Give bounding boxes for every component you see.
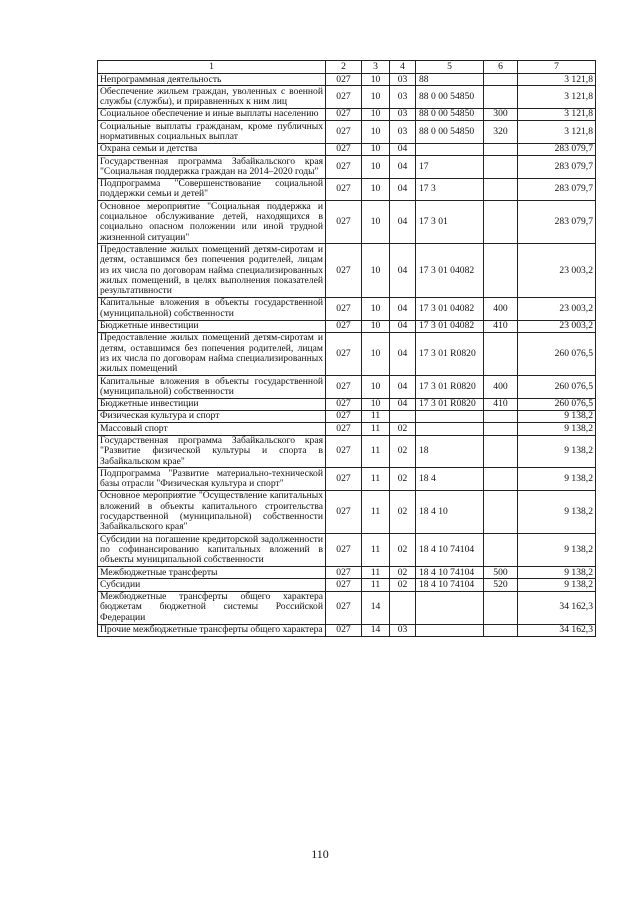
row-target-code: 18 4	[416, 468, 484, 491]
table-row	[98, 490, 596, 533]
row-section-code: 10	[362, 86, 390, 109]
row-target-code: 17	[416, 156, 484, 179]
row-name: Субсидии	[98, 579, 326, 591]
table-row	[98, 376, 596, 399]
table-row	[98, 86, 596, 109]
row-amount: 9 138,2	[518, 534, 596, 567]
row-amount: 3 121,8	[518, 86, 596, 109]
header-col-5: 5	[416, 61, 484, 74]
row-expense-type: 400	[484, 297, 518, 320]
row-ministry-code: 027	[326, 579, 362, 591]
row-section-code: 14	[362, 624, 390, 636]
row-section-code: 10	[362, 332, 390, 375]
table-row	[98, 156, 596, 179]
row-amount: 23 003,2	[518, 297, 596, 320]
table-row	[98, 435, 596, 468]
table-row	[98, 567, 596, 579]
row-subsection-code: 04	[390, 244, 416, 297]
row-name: Бюджетные инвестиции	[98, 320, 326, 332]
row-amount: 9 138,2	[518, 490, 596, 533]
table-row	[98, 74, 596, 86]
header-row	[98, 61, 596, 74]
row-subsection-code: 02	[390, 435, 416, 468]
row-target-code: 18 4 10	[416, 490, 484, 533]
row-ministry-code: 027	[326, 108, 362, 120]
table-row	[98, 332, 596, 375]
row-section-code: 10	[362, 143, 390, 155]
row-amount: 283 079,7	[518, 178, 596, 201]
row-ministry-code: 027	[326, 624, 362, 636]
row-subsection-code: 02	[390, 468, 416, 491]
row-ministry-code: 027	[326, 244, 362, 297]
row-section-code: 10	[362, 244, 390, 297]
row-target-code: 17 3 01 04082	[416, 244, 484, 297]
row-target-code: 17 3 01 04082	[416, 320, 484, 332]
row-subsection-code: 04	[390, 201, 416, 244]
row-amount: 34 162,3	[518, 624, 596, 636]
row-expense-type: 410	[484, 398, 518, 410]
row-subsection-code: 04	[390, 398, 416, 410]
row-target-code: 17 3 01 R0820	[416, 376, 484, 399]
row-subsection-code: 04	[390, 297, 416, 320]
row-section-code: 11	[362, 534, 390, 567]
row-ministry-code: 027	[326, 567, 362, 579]
row-target-code: 17 3 01 R0820	[416, 398, 484, 410]
row-target-code: 18 4 10 74104	[416, 579, 484, 591]
row-ministry-code: 027	[326, 297, 362, 320]
row-section-code: 11	[362, 410, 390, 422]
row-name: Субсидии на погашение кредиторской задолженности по софинансированию капитальных вложений в объекты муниципальной собственности	[98, 534, 326, 567]
row-name: Прочие межбюджетные трансферты общего характера	[98, 624, 326, 636]
row-name: Основное мероприятие "Социальная поддержка и социальное обслуживание детей, находящихся в социально опасном положении или иной трудной жизненной ситуации"	[98, 201, 326, 244]
table-row	[98, 178, 596, 201]
row-amount: 3 121,8	[518, 108, 596, 120]
row-subsection-code	[390, 410, 416, 422]
table-row	[98, 534, 596, 567]
row-section-code: 10	[362, 320, 390, 332]
header-col-7: 7	[518, 61, 596, 74]
row-name: Капитальные вложения в объекты государственной (муниципальной) собственности	[98, 297, 326, 320]
row-amount: 34 162,3	[518, 591, 596, 624]
table-row	[98, 579, 596, 591]
row-name: Физическая культура и спорт	[98, 410, 326, 422]
table-row	[98, 108, 596, 120]
row-ministry-code: 027	[326, 591, 362, 624]
row-target-code: 18 4 10 74104	[416, 534, 484, 567]
table-row	[98, 244, 596, 297]
table-row	[98, 297, 596, 320]
row-name: Предоставление жилых помещений детям-сиротам и детям, оставшимся без попечения родителей, лицам из их числа по договорам найма специализированных жилых помещений, в целях выполнения показателей результативности	[98, 244, 326, 297]
row-expense-type	[484, 332, 518, 375]
row-section-code: 10	[362, 297, 390, 320]
row-target-code: 18 4 10 74104	[416, 567, 484, 579]
table-row	[98, 410, 596, 422]
row-name: Капитальные вложения в объекты государственной (муниципальной) собственности	[98, 376, 326, 399]
table-row	[98, 591, 596, 624]
row-expense-type: 520	[484, 579, 518, 591]
row-ministry-code: 027	[326, 86, 362, 109]
row-expense-type	[484, 201, 518, 244]
row-ministry-code: 027	[326, 423, 362, 435]
row-amount: 3 121,8	[518, 121, 596, 144]
row-amount: 283 079,7	[518, 143, 596, 155]
row-expense-type	[484, 410, 518, 422]
row-section-code: 10	[362, 398, 390, 410]
header-col-2: 2	[326, 61, 362, 74]
row-section-code: 10	[362, 201, 390, 244]
row-section-code: 10	[362, 178, 390, 201]
row-name: Межбюджетные трансферты	[98, 567, 326, 579]
row-subsection-code: 02	[390, 534, 416, 567]
table-row	[98, 201, 596, 244]
row-target-code: 88	[416, 74, 484, 86]
row-target-code	[416, 624, 484, 636]
row-subsection-code: 04	[390, 376, 416, 399]
row-amount: 260 076,5	[518, 398, 596, 410]
row-expense-type	[484, 86, 518, 109]
budget-table	[97, 60, 596, 637]
row-section-code: 14	[362, 591, 390, 624]
row-subsection-code: 04	[390, 178, 416, 201]
row-expense-type: 400	[484, 376, 518, 399]
row-section-code: 11	[362, 579, 390, 591]
row-ministry-code: 027	[326, 534, 362, 567]
row-ministry-code: 027	[326, 143, 362, 155]
row-name: Подпрограмма "Развитие материально-технической базы отрасли "Физическая культура и спорт"	[98, 468, 326, 491]
row-name: Подпрограмма "Совершенствование социальной поддержки семьи и детей"	[98, 178, 326, 201]
row-section-code: 11	[362, 468, 390, 491]
row-target-code: 88 0 00 54850	[416, 86, 484, 109]
row-expense-type	[484, 490, 518, 533]
row-ministry-code: 027	[326, 156, 362, 179]
row-subsection-code: 02	[390, 423, 416, 435]
row-section-code: 11	[362, 490, 390, 533]
row-expense-type	[484, 591, 518, 624]
row-expense-type	[484, 534, 518, 567]
row-expense-type	[484, 624, 518, 636]
row-section-code: 10	[362, 108, 390, 120]
row-amount: 260 076,5	[518, 376, 596, 399]
row-ministry-code: 027	[326, 201, 362, 244]
row-ministry-code: 027	[326, 398, 362, 410]
row-ministry-code: 027	[326, 376, 362, 399]
row-section-code: 10	[362, 74, 390, 86]
row-target-code: 17 3 01	[416, 201, 484, 244]
table-body	[98, 74, 596, 637]
page-number: 110	[311, 847, 329, 861]
row-section-code: 11	[362, 435, 390, 468]
row-expense-type	[484, 435, 518, 468]
table-row	[98, 121, 596, 144]
row-amount: 23 003,2	[518, 244, 596, 297]
row-target-code: 17 3 01 04082	[416, 297, 484, 320]
row-expense-type	[484, 156, 518, 179]
row-subsection-code: 04	[390, 332, 416, 375]
row-amount: 9 138,2	[518, 423, 596, 435]
row-ministry-code: 027	[326, 178, 362, 201]
table-row	[98, 468, 596, 491]
row-name: Непрограммная деятельность	[98, 74, 326, 86]
row-amount: 9 138,2	[518, 567, 596, 579]
row-expense-type	[484, 178, 518, 201]
row-subsection-code: 03	[390, 624, 416, 636]
row-section-code: 10	[362, 121, 390, 144]
row-subsection-code: 04	[390, 156, 416, 179]
row-amount: 260 076,5	[518, 332, 596, 375]
row-name: Бюджетные инвестиции	[98, 398, 326, 410]
row-subsection-code: 04	[390, 143, 416, 155]
row-ministry-code: 027	[326, 332, 362, 375]
row-name: Предоставление жилых помещений детям-сиротам и детям, оставшимся без попечения родителей, лицам из их числа по договорам найма специализированных жилых помещений	[98, 332, 326, 375]
row-expense-type	[484, 143, 518, 155]
row-amount: 9 138,2	[518, 468, 596, 491]
row-expense-type	[484, 74, 518, 86]
row-expense-type: 300	[484, 108, 518, 120]
row-target-code	[416, 423, 484, 435]
header-col-4: 4	[390, 61, 416, 74]
row-amount: 23 003,2	[518, 320, 596, 332]
row-name: Государственная программа Забайкальского края "Социальная поддержка граждан на 2014–2020 годы"	[98, 156, 326, 179]
row-amount: 9 138,2	[518, 410, 596, 422]
table-row	[98, 398, 596, 410]
header-col-3: 3	[362, 61, 390, 74]
row-subsection-code: 03	[390, 86, 416, 109]
row-name: Межбюджетные трансферты общего характера бюджетам бюджетной системы Российской Федерации	[98, 591, 326, 624]
row-amount: 3 121,8	[518, 74, 596, 86]
row-subsection-code	[390, 591, 416, 624]
row-subsection-code: 03	[390, 74, 416, 86]
table-row	[98, 423, 596, 435]
row-target-code: 88 0 00 54850	[416, 121, 484, 144]
table-row	[98, 143, 596, 155]
row-ministry-code: 027	[326, 490, 362, 533]
row-name: Обеспечение жильем граждан, уволенных с военной службы (службы), и приравненных к ним лиц	[98, 86, 326, 109]
row-expense-type: 320	[484, 121, 518, 144]
row-target-code: 18	[416, 435, 484, 468]
row-amount: 283 079,7	[518, 156, 596, 179]
row-ministry-code: 027	[326, 468, 362, 491]
row-subsection-code: 04	[390, 320, 416, 332]
row-name: Охрана семьи и детства	[98, 143, 326, 155]
row-target-code	[416, 143, 484, 155]
row-expense-type	[484, 244, 518, 297]
row-ministry-code: 027	[326, 410, 362, 422]
table-row	[98, 624, 596, 636]
row-ministry-code: 027	[326, 121, 362, 144]
row-name: Массовый спорт	[98, 423, 326, 435]
row-expense-type	[484, 423, 518, 435]
row-section-code: 10	[362, 156, 390, 179]
row-target-code: 17 3 01 R0820	[416, 332, 484, 375]
row-name: Основное мероприятие "Осуществление капитальных вложений в объекты капитального строительства государственной (муниципальной) собственности Забайкальского края"	[98, 490, 326, 533]
row-amount: 9 138,2	[518, 579, 596, 591]
table-row	[98, 320, 596, 332]
row-expense-type	[484, 468, 518, 491]
header-col-1: 1	[98, 61, 326, 74]
row-target-code	[416, 410, 484, 422]
row-section-code: 10	[362, 376, 390, 399]
row-name: Государственная программа Забайкальского края "Развитие физической культуры и спорта в Забайкальском крае"	[98, 435, 326, 468]
row-subsection-code: 02	[390, 490, 416, 533]
header-col-6: 6	[484, 61, 518, 74]
row-amount: 9 138,2	[518, 435, 596, 468]
row-subsection-code: 02	[390, 579, 416, 591]
row-expense-type: 410	[484, 320, 518, 332]
row-subsection-code: 03	[390, 121, 416, 144]
row-ministry-code: 027	[326, 435, 362, 468]
row-subsection-code: 02	[390, 567, 416, 579]
row-subsection-code: 03	[390, 108, 416, 120]
row-ministry-code: 027	[326, 320, 362, 332]
row-ministry-code: 027	[326, 74, 362, 86]
row-name: Социальное обеспечение и иные выплаты населению	[98, 108, 326, 120]
row-target-code	[416, 591, 484, 624]
row-section-code: 11	[362, 567, 390, 579]
row-target-code: 88 0 00 54850	[416, 108, 484, 120]
row-expense-type: 500	[484, 567, 518, 579]
row-name: Социальные выплаты гражданам, кроме публичных нормативных социальных выплат	[98, 121, 326, 144]
row-target-code: 17 3	[416, 178, 484, 201]
row-section-code: 11	[362, 423, 390, 435]
row-amount: 283 079,7	[518, 201, 596, 244]
